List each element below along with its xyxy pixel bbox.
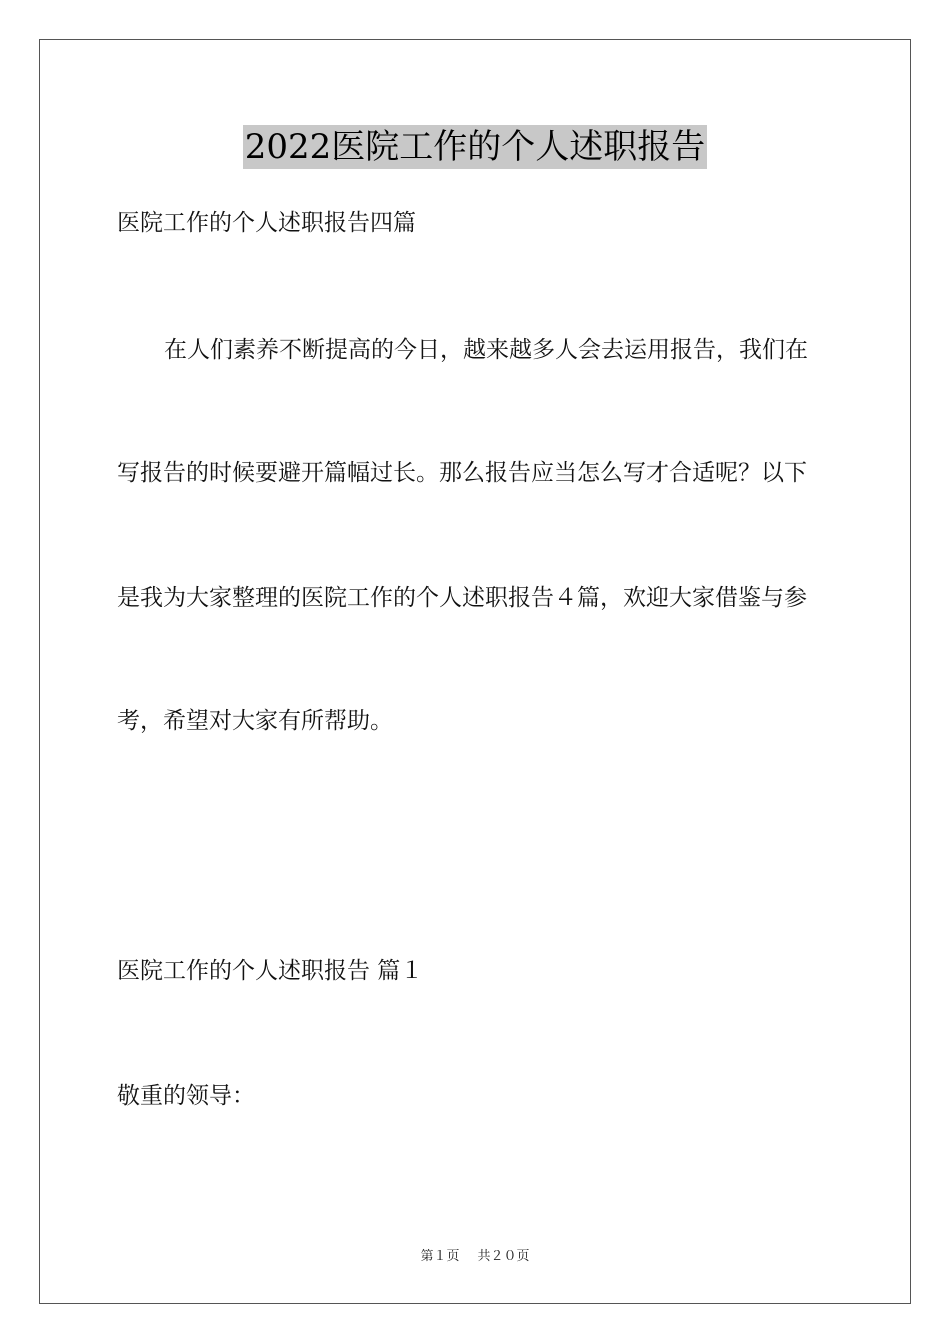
document-subtitle: 医院工作的个人述职报告四篇 — [117, 210, 416, 236]
document-title: 2022医院工作的个人述职报告 — [244, 127, 706, 167]
intro-line-1: 在人们素养不断提高的今日，越来越多人会去运用报告，我们在 — [164, 337, 808, 363]
title-container — [0, 125, 950, 169]
intro-line-4: 考，希望对大家有所帮助。 — [117, 708, 393, 734]
page-number-current: 第１页 — [420, 1249, 460, 1264]
salutation: 敬重的领导： — [117, 1083, 255, 1109]
page-number-total: 共２０页 — [477, 1249, 530, 1264]
page-footer — [0, 1248, 950, 1266]
intro-line-2: 写报告的时候要避开篇幅过长。那么报告应当怎么写才合适呢？以下 — [117, 460, 807, 486]
section-heading: 医院工作的个人述职报告 篇１ — [117, 958, 424, 984]
intro-line-3: 是我为大家整理的医院工作的个人述职报告４篇，欢迎大家借鉴与参 — [117, 585, 807, 611]
